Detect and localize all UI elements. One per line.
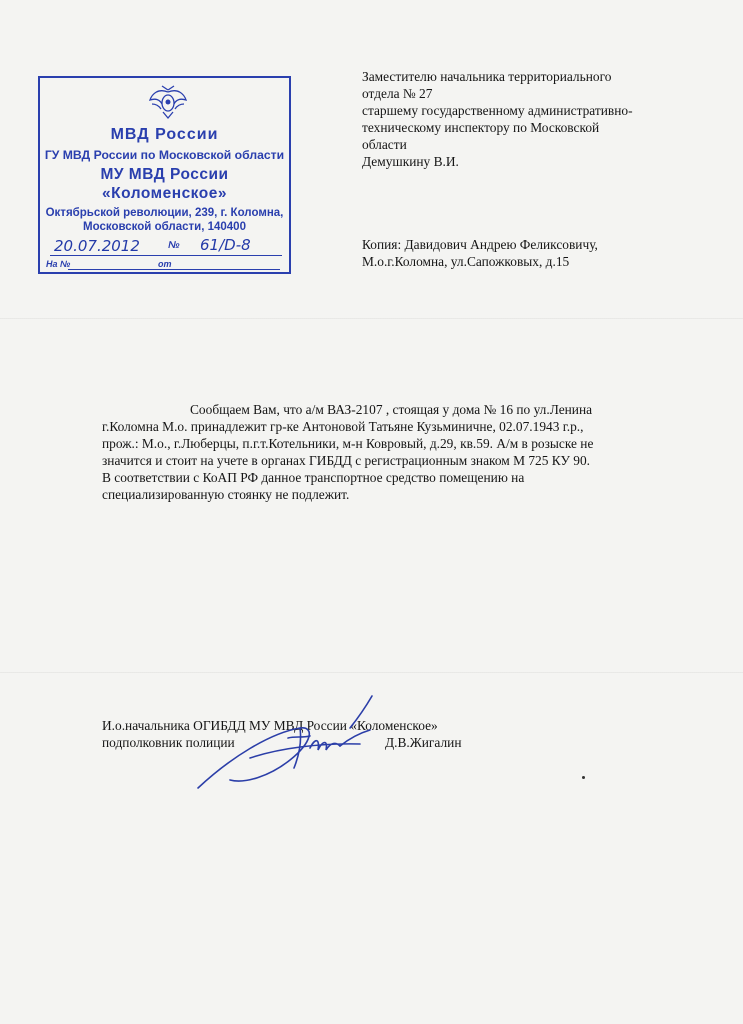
addressee-line: Заместителю начальника территориального <box>362 69 612 84</box>
ink-speck <box>582 776 585 779</box>
stamp-handwritten-date: 20.07.2012 <box>54 237 140 255</box>
body-line: специализированную стоянку не подлежит. <box>102 487 350 502</box>
addressee-line: Демушкину В.И. <box>362 154 459 169</box>
signer-name: Д.В.Жигалин <box>385 735 462 750</box>
stamp-from-label: от <box>158 259 172 269</box>
handwritten-signature <box>190 688 400 798</box>
letter-body <box>102 401 642 503</box>
stamp-ministry: МВД России <box>110 126 219 143</box>
body-line: значится и стоит на учете в органах ГИБДД с регистрационным знаком М 725 КУ 90. <box>102 453 591 468</box>
stamp-handwritten-number: 61/D-8 <box>200 236 251 254</box>
copy-line: Копия: Давидович Андрею Феликсовичу, <box>362 237 598 252</box>
body-line: В соответствии с КоАП РФ данное транспортное средство помещению на <box>102 470 525 485</box>
stamp-rule <box>50 255 282 256</box>
body-line: г.Коломна М.о. принадлежит гр-ке Антоновой Татьяне Кузьминичне, 02.07.1943 г.р., <box>102 419 584 434</box>
official-stamp <box>38 76 291 274</box>
signer-position: И.о.начальника ОГИБДД МУ МВД России «Коломенское» <box>102 718 438 733</box>
stamp-on-number-label: На № <box>46 259 71 269</box>
stamp-address-line1: Октябрьской революции, 239, г. Коломна, <box>45 207 284 219</box>
addressee-line: техническому инспектору по Московской <box>362 120 600 135</box>
eagle-emblem-icon <box>148 84 188 120</box>
body-line: Сообщаем Вам, что а/м ВАЗ-2107 , стоящая у дома № 16 по ул.Ленина <box>190 402 593 417</box>
copy-recipient-block <box>362 236 702 270</box>
paper-fold-top <box>0 318 743 320</box>
stamp-municipal-department: МУ МВД России <box>100 166 229 183</box>
addressee-block <box>362 68 692 170</box>
stamp-number-label: № <box>168 240 180 251</box>
paper-fold-bottom <box>0 672 743 674</box>
addressee-line: отдела № 27 <box>362 86 433 101</box>
copy-line: М.о.г.Коломна, ул.Сапожковых, д.15 <box>362 254 570 269</box>
signer-rank: подполковник полиции <box>102 735 235 750</box>
stamp-main-department: ГУ МВД России по Московской области <box>44 148 285 162</box>
addressee-line: области <box>362 137 407 152</box>
addressee-line: старшему государственному административно- <box>362 103 633 118</box>
body-line: прож.: М.о., г.Люберцы, п.г.т.Котельники, м-н Ковровый, д.29, кв.59. А/м в розыске не <box>102 436 594 451</box>
stamp-department-name: «Коломенское» <box>102 185 227 202</box>
stamp-rule <box>68 269 280 270</box>
stamp-address-line2: Московской области, 140400 <box>83 221 246 233</box>
